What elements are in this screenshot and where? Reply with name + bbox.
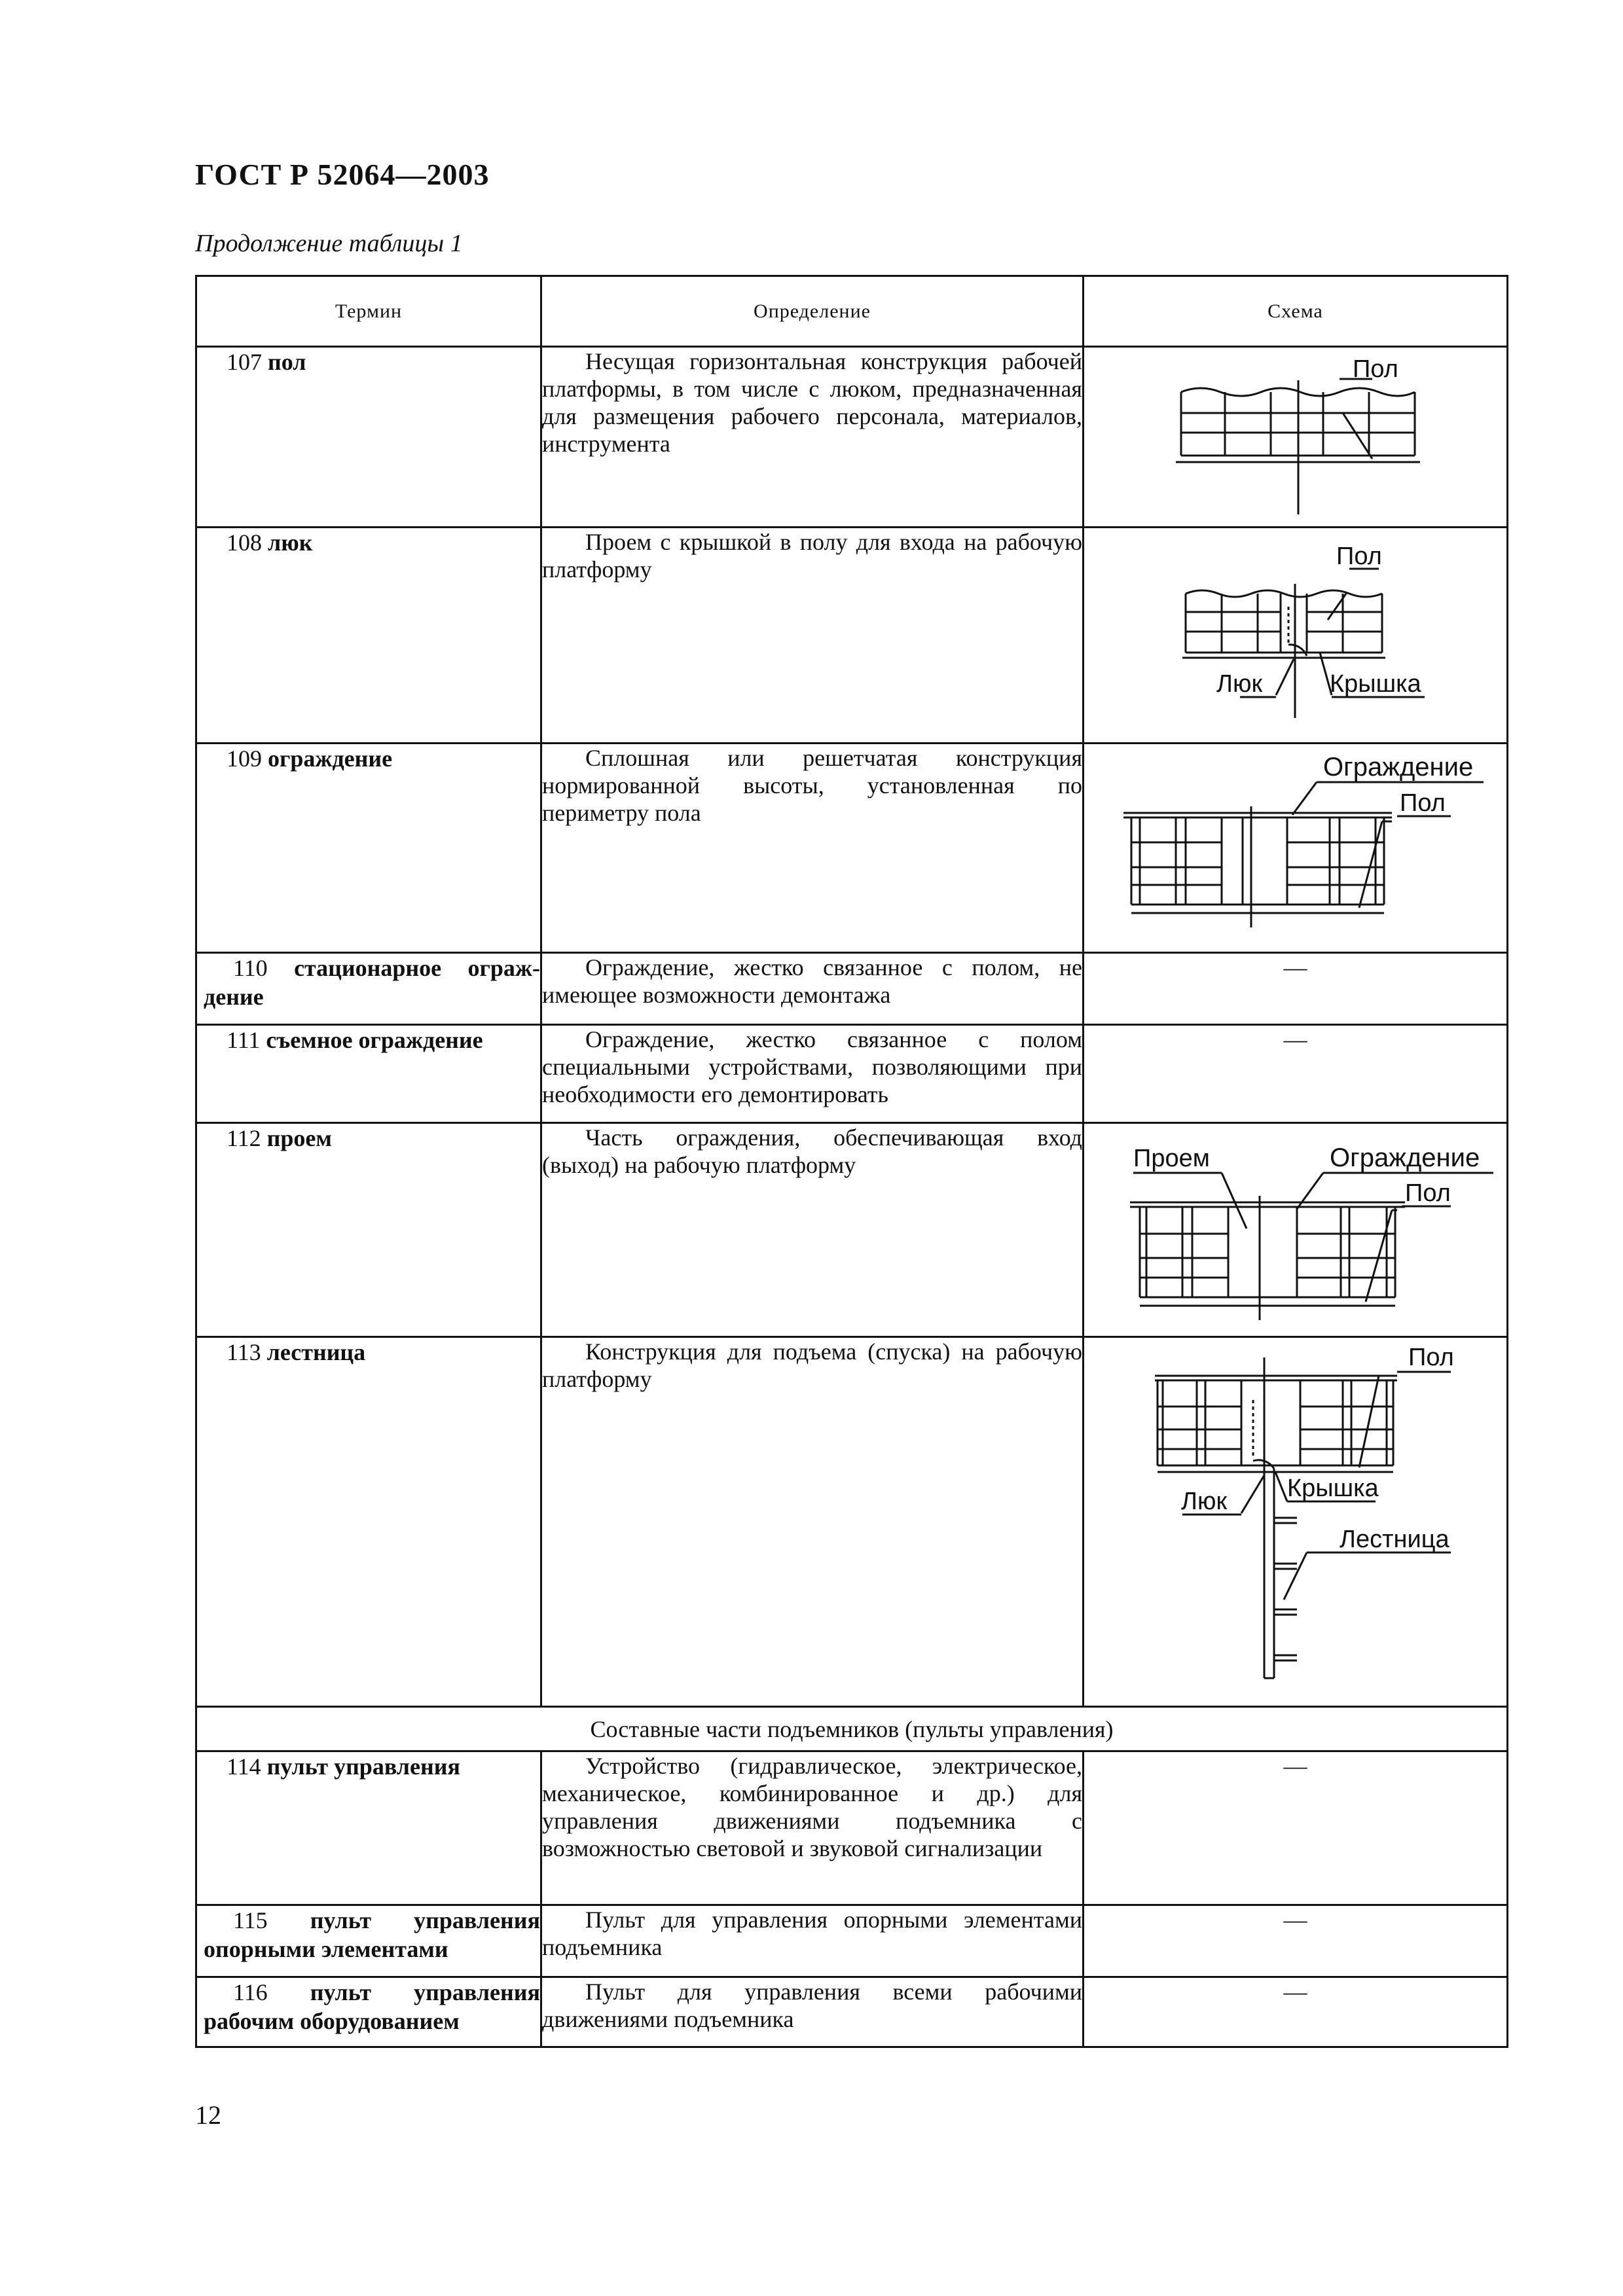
- definition-cell: [541, 347, 1084, 528]
- term-name-continuation: опорными элементами: [204, 1936, 448, 1962]
- table-caption: Продолжение таблицы 1: [195, 230, 463, 257]
- definition-cell: [541, 1905, 1084, 1977]
- table-row: [196, 1123, 1508, 1337]
- term-name: ограждение: [268, 745, 393, 772]
- table-row: [196, 1905, 1508, 1977]
- definition-text: Пульт для управления опорными элементами подъемника: [542, 1907, 1082, 1960]
- table-row: [196, 953, 1508, 1025]
- label-lestnitsa: Лестница: [1340, 1526, 1450, 1553]
- definition-text: Проем с крышкой в полу для входа на рабочую платформу: [542, 529, 1082, 583]
- table-row: [196, 1025, 1508, 1123]
- railing-diagram: [1084, 744, 1508, 954]
- definition-cell: [541, 1025, 1084, 1123]
- definition-cell: [541, 1337, 1084, 1707]
- floor-diagram: [1084, 348, 1508, 528]
- section-row: [196, 1707, 1508, 1751]
- term-cell: [196, 1977, 541, 2047]
- column-header-term: Термин: [196, 276, 541, 347]
- term-name: лестница: [266, 1339, 366, 1365]
- definition-cell: [541, 1977, 1084, 2047]
- definition-cell: [541, 744, 1084, 953]
- document-title: ГОСТ Р 52064—2003: [195, 158, 490, 191]
- term-cell: [196, 1123, 541, 1337]
- label-pol: Пол: [1400, 789, 1446, 817]
- label-proem: Проем: [1133, 1145, 1210, 1172]
- term-cell: [196, 1751, 541, 1905]
- scheme-cell: [1084, 1337, 1508, 1707]
- page-number: 12: [195, 2100, 221, 2130]
- label-lyuk: Люк: [1216, 670, 1263, 698]
- term-name: проем: [266, 1125, 332, 1151]
- column-header-scheme: Схема: [1084, 276, 1508, 347]
- term-name-continuation: рабочим оборудованием: [204, 2008, 460, 2034]
- table-row: [196, 744, 1508, 953]
- definition-text: Пульт для управления всеми рабочими движениями подъемника: [542, 1979, 1082, 2032]
- term-cell: [196, 744, 541, 953]
- label-pol: Пол: [1336, 543, 1382, 570]
- term-name: стационарное ограж-: [294, 955, 541, 981]
- table-row: [196, 528, 1508, 744]
- table-header-row: [196, 276, 1508, 347]
- opening-diagram: [1084, 1124, 1508, 1338]
- terms-table: [195, 275, 1508, 2048]
- term-name: люк: [268, 529, 313, 556]
- scheme-cell: [1084, 1123, 1508, 1337]
- label-pol: Пол: [1353, 355, 1398, 383]
- label-kryshka: Крышка: [1287, 1475, 1379, 1502]
- definition-text: Сплошная или решетчатая конструкция нормированной высоты, установленная по периметру пола: [542, 745, 1082, 826]
- term-number: 110: [233, 955, 268, 981]
- term-name: съемное ограждение: [266, 1027, 483, 1053]
- label-ograzhdenie: Ограждение: [1330, 1143, 1480, 1172]
- scheme-empty: —: [1084, 1905, 1508, 1977]
- term-number: 107: [227, 349, 262, 375]
- term-cell: [196, 347, 541, 528]
- term-name: пульт управления: [310, 1979, 540, 2005]
- table-row: [196, 347, 1508, 528]
- definition-cell: [541, 1123, 1084, 1337]
- term-name: пульт управления: [266, 1753, 460, 1780]
- table-row: [196, 1337, 1508, 1707]
- hatch-diagram: [1084, 528, 1508, 744]
- scheme-cell: [1084, 347, 1508, 528]
- term-number: 116: [233, 1979, 268, 2005]
- definition-cell: [541, 528, 1084, 744]
- term-cell: [196, 1025, 541, 1123]
- scheme-empty: —: [1084, 1977, 1508, 2047]
- ladder-diagram: [1084, 1338, 1508, 1708]
- definition-cell: [541, 953, 1084, 1025]
- term-number: 113: [227, 1339, 261, 1365]
- scheme-cell: [1084, 744, 1508, 953]
- term-number: 114: [227, 1753, 261, 1780]
- scheme-empty: —: [1084, 1751, 1508, 1905]
- label-pol: Пол: [1405, 1179, 1451, 1207]
- term-cell: [196, 1337, 541, 1707]
- term-number: 109: [227, 745, 262, 772]
- term-number: 115: [233, 1907, 268, 1933]
- label-lyuk: Люк: [1181, 1488, 1228, 1515]
- term-number: 112: [227, 1125, 261, 1151]
- definition-text: Несущая горизонтальная конструкция рабочей платформы, в том числе с люком, предназначенная для размещения рабочего персонала, материалов, инструмента: [542, 348, 1082, 457]
- term-name: пульт управления: [310, 1907, 540, 1933]
- term-name-continuation: дение: [204, 984, 264, 1010]
- term-cell: [196, 953, 541, 1025]
- definition-cell: [541, 1751, 1084, 1905]
- table-row: [196, 1977, 1508, 2047]
- label-pol: Пол: [1408, 1344, 1454, 1371]
- label-kryshka: Крышка: [1330, 670, 1421, 698]
- definition-text: Устройство (гидравлическое, электрическое, механическое, комбинированное и др.) для управления движениями подъемника с возможностью световой и звуковой сигнализации: [542, 1753, 1082, 1861]
- definition-text: Конструкция для подъема (спуска) на рабочую платформу: [542, 1338, 1082, 1392]
- definition-text: Ограждение, жестко связанное с полом, не имеющее возможности демонтажа: [542, 954, 1082, 1008]
- term-cell: [196, 1905, 541, 1977]
- term-number: 111: [227, 1027, 261, 1053]
- table-row: [196, 1751, 1508, 1905]
- scheme-empty: —: [1084, 1025, 1508, 1123]
- definition-text: Ограждение, жестко связанное с полом специальными устройствами, позволяющими при необходимости его демонтировать: [542, 1026, 1082, 1107]
- term-name: пол: [268, 349, 306, 375]
- term-number: 108: [227, 529, 262, 556]
- term-cell: [196, 528, 541, 744]
- column-header-definition: Определение: [541, 276, 1084, 347]
- definition-text: Часть ограждения, обеспечивающая вход (выход) на рабочую платформу: [542, 1124, 1082, 1178]
- label-ograzhdenie: Ограждение: [1323, 753, 1474, 781]
- scheme-cell: [1084, 528, 1508, 744]
- scheme-empty: —: [1084, 953, 1508, 1025]
- section-title: Составные части подъемников (пульты управления): [196, 1707, 1508, 1751]
